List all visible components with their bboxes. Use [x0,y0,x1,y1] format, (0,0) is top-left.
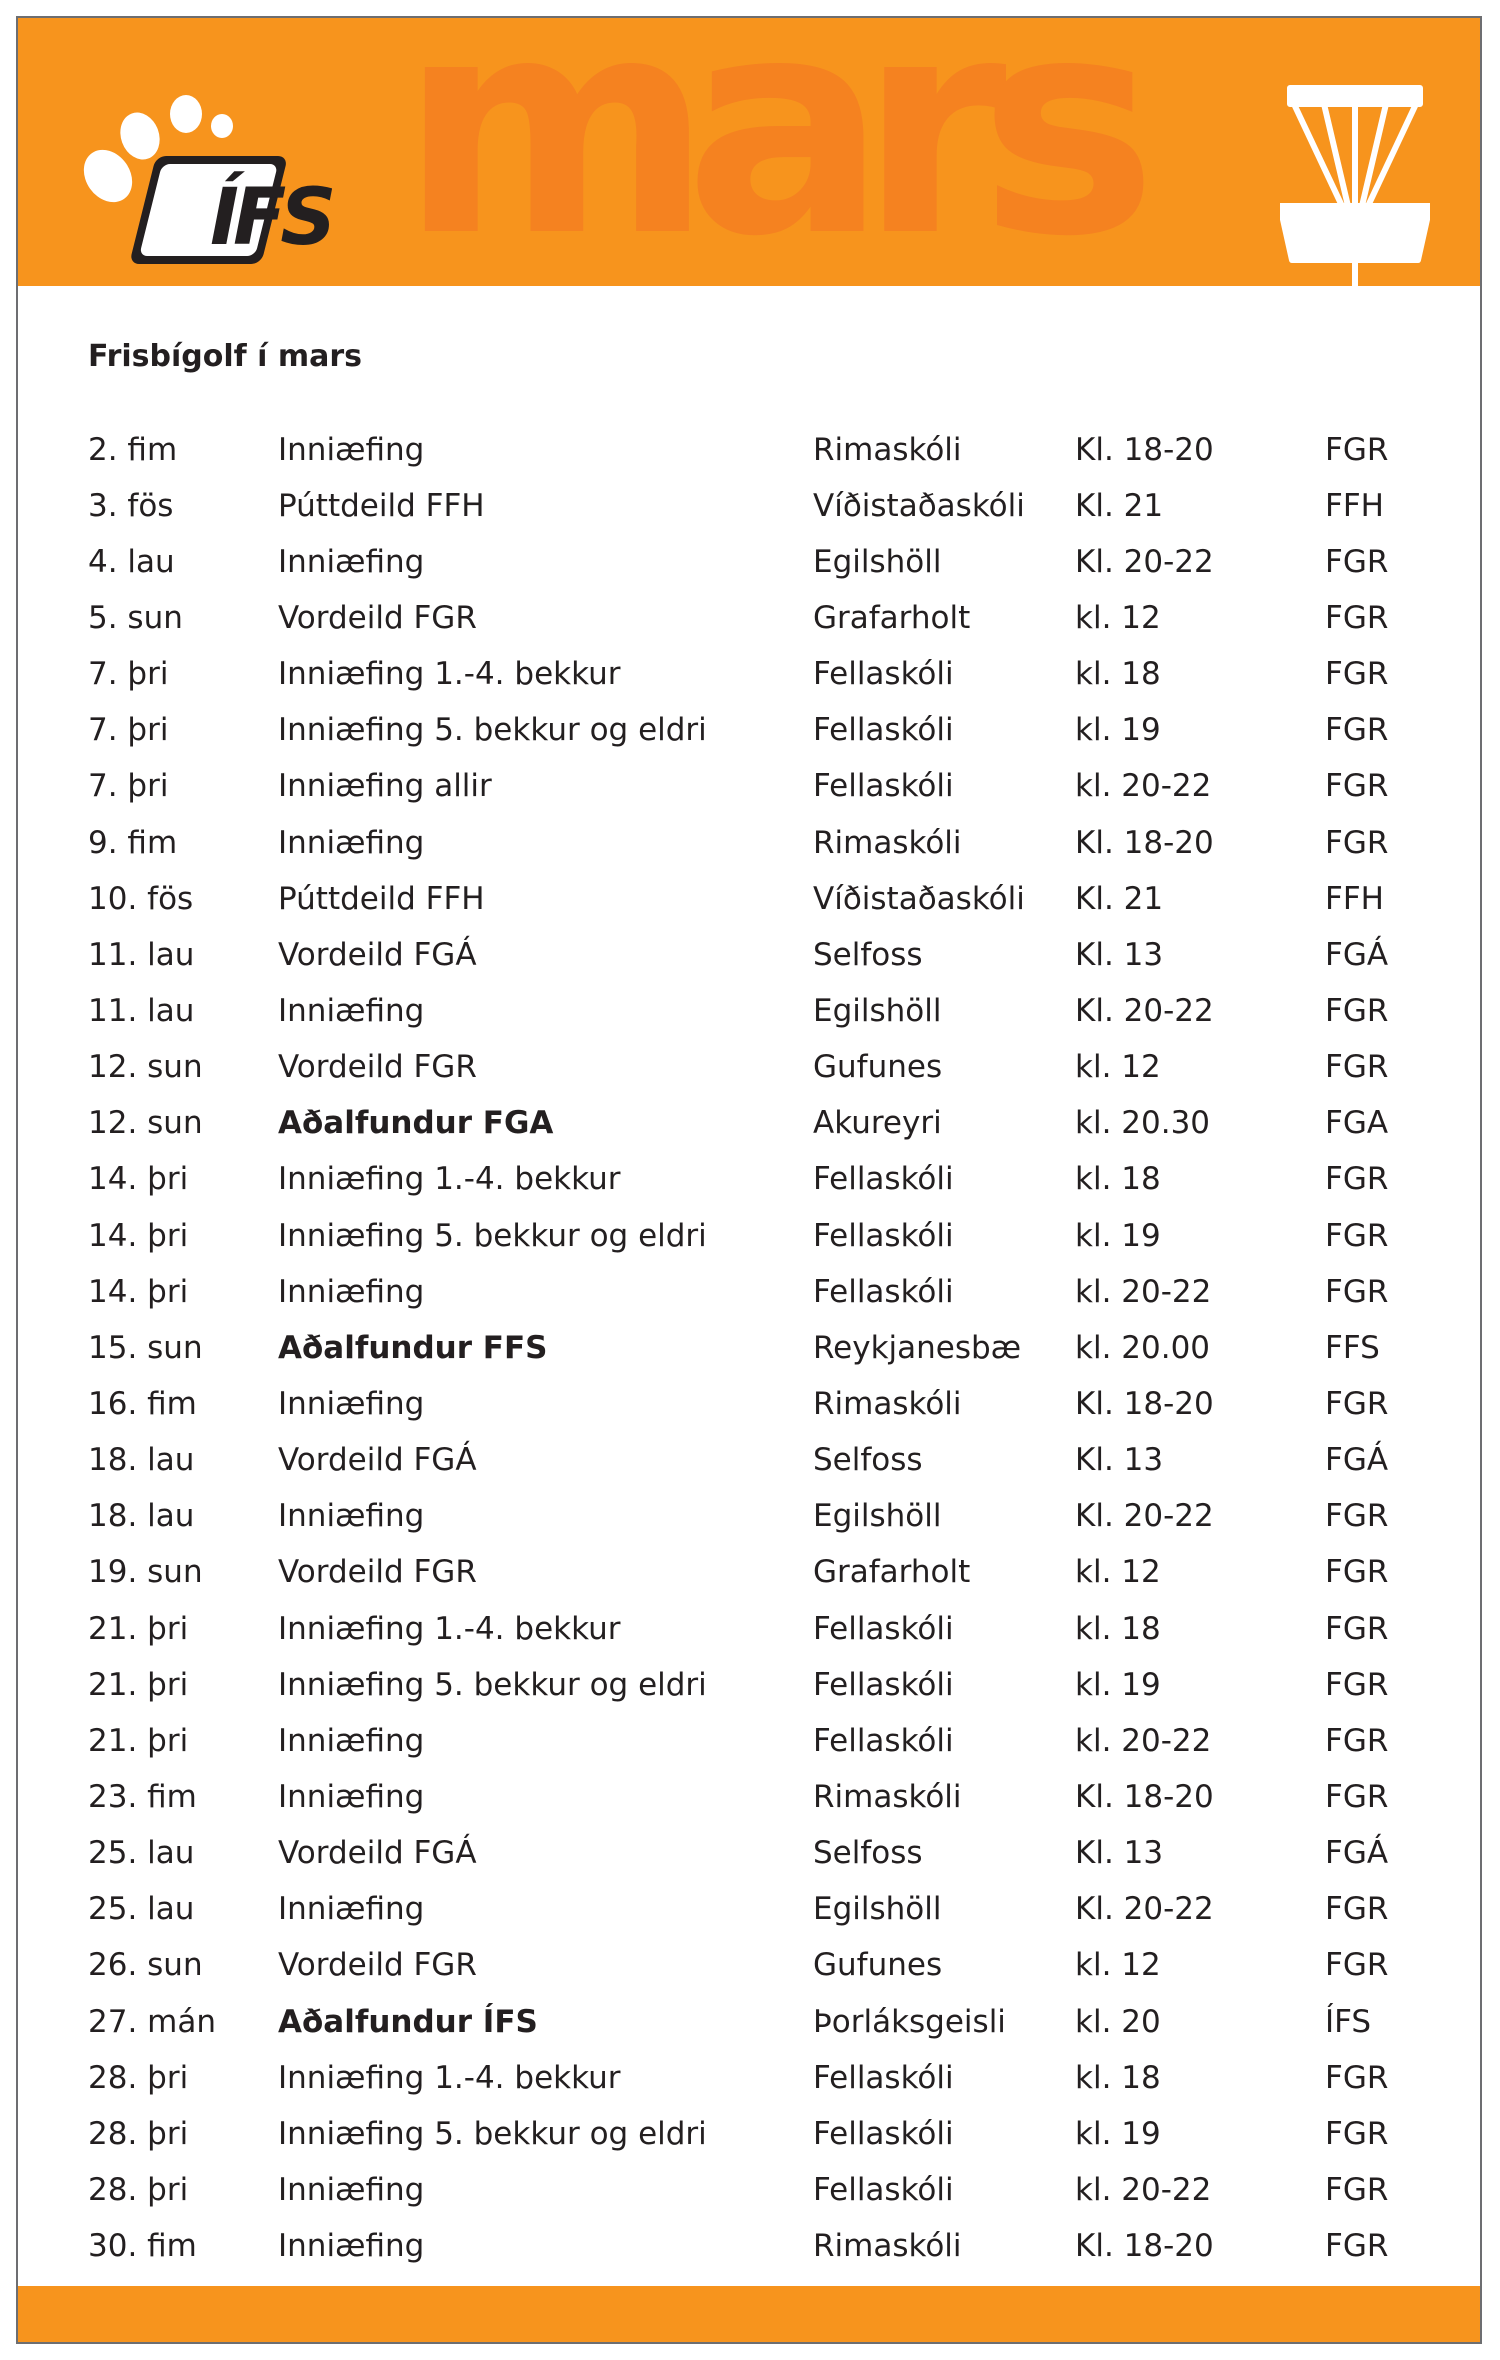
event-date: 7. þri [88,768,169,805]
event-location: Fellaskóli [813,1161,954,1198]
table-row [88,927,1428,983]
table-row [88,1713,1428,1769]
event-name: Inniæfing [278,2228,425,2265]
event-club: FGR [1325,768,1389,805]
event-date: 4. lau [88,543,175,580]
event-name: Inniæfing 5. bekkur og eldri [278,2115,707,2152]
event-location: Selfoss [813,1835,923,1872]
event-date: 26. sun [88,1947,203,1984]
event-time: kl. 12 [1075,1554,1161,1591]
event-name: Inniæfing 5. bekkur og eldri [278,1666,707,1703]
event-club: FGR [1325,1217,1389,1254]
event-club: FGR [1325,2059,1389,2096]
event-name: Inniæfing 5. bekkur og eldri [278,712,707,749]
event-time: kl. 19 [1075,2115,1161,2152]
event-club: FGR [1325,1385,1389,1422]
table-row [88,1601,1428,1657]
table-row [88,2162,1428,2218]
event-date: 10. fös [88,880,194,917]
table-row [88,1208,1428,1264]
event-date: 21. þri [88,1722,189,1759]
table-row [88,1882,1428,1938]
disc-golf-basket-icon [1280,74,1430,286]
event-location: Fellaskóli [813,712,954,749]
event-time: Kl. 13 [1075,1442,1164,1479]
event-name: Púttdeild FFH [278,487,485,524]
event-name: Aðalfundur FFS [278,1329,548,1366]
event-club: FGR [1325,1891,1389,1928]
event-name: Inniæfing [278,2171,425,2208]
event-club: FGR [1325,1722,1389,1759]
event-date: 12. sun [88,1105,203,1142]
table-row [88,1826,1428,1882]
event-name: Inniæfing allir [278,768,492,805]
event-schedule-table [88,422,1428,2275]
event-name: Inniæfing [278,1891,425,1928]
event-date: 5. sun [88,599,183,636]
event-location: Grafarholt [813,599,971,636]
event-time: kl. 20-22 [1075,1722,1212,1759]
table-row [88,1994,1428,2050]
event-location: Egilshöll [813,543,942,580]
table-row [88,590,1428,646]
event-time: kl. 19 [1075,1217,1161,1254]
event-date: 9. fim [88,824,178,861]
event-date: 28. þri [88,2059,189,2096]
event-time: Kl. 18-20 [1075,824,1214,861]
event-time: Kl. 21 [1075,880,1164,917]
event-club: FGA [1325,1105,1389,1142]
event-name: Inniæfing [278,1778,425,1815]
event-club: FGR [1325,431,1389,468]
event-location: Rimaskóli [813,431,962,468]
section-title: Frisbígolf í mars [88,339,363,374]
event-date: 3. fös [88,487,174,524]
table-row [88,1433,1428,1489]
table-row [88,1040,1428,1096]
event-time: Kl. 18-20 [1075,431,1214,468]
table-row [88,2050,1428,2106]
event-location: Fellaskóli [813,1217,954,1254]
event-time: Kl. 13 [1075,936,1164,973]
event-club: FFS [1325,1329,1380,1366]
table-row [88,478,1428,534]
event-name: Inniæfing [278,1273,425,1310]
ifs-logo-text: ÍFS [210,173,331,263]
footer-bar [18,2286,1480,2342]
event-date: 27. mán [88,2003,216,2040]
event-name: Vordeild FGR [278,599,477,636]
event-club: FGR [1325,599,1389,636]
event-date: 18. lau [88,1498,195,1535]
event-location: Rimaskóli [813,1778,962,1815]
event-club: FGR [1325,712,1389,749]
event-name: Inniæfing 1.-4. bekkur [278,656,621,693]
event-location: Fellaskóli [813,1666,954,1703]
event-name: Vordeild FGR [278,1554,477,1591]
event-name: Aðalfundur ÍFS [278,2003,538,2040]
event-date: 21. þri [88,1666,189,1703]
event-club: FGR [1325,2171,1389,2208]
event-name: Inniæfing 1.-4. bekkur [278,1610,621,1647]
event-name: Vordeild FGÁ [278,1442,477,1479]
event-date: 30. fim [88,2228,197,2265]
event-name: Inniæfing [278,543,425,580]
event-name: Vordeild FGÁ [278,1835,477,1872]
event-location: Akureyri [813,1105,942,1142]
event-name: Inniæfing [278,1498,425,1535]
event-name: Vordeild FGR [278,1947,477,1984]
month-watermark: mars [400,18,1130,286]
event-location: Gufunes [813,1049,943,1086]
event-location: Víðistaðaskóli [813,487,1025,524]
event-time: kl. 19 [1075,712,1161,749]
event-date: 2. fim [88,431,178,468]
table-row [88,534,1428,590]
event-date: 21. þri [88,1610,189,1647]
event-time: kl. 12 [1075,1049,1161,1086]
event-date: 11. lau [88,992,195,1029]
event-location: Egilshöll [813,1891,942,1928]
header-banner [18,18,1480,286]
event-name: Inniæfing 1.-4. bekkur [278,2059,621,2096]
event-name: Inniæfing [278,431,425,468]
event-date: 18. lau [88,1442,195,1479]
event-location: Fellaskóli [813,1273,954,1310]
event-club: FGR [1325,1498,1389,1535]
table-row [88,871,1428,927]
table-row [88,422,1428,478]
event-time: Kl. 20-22 [1075,1498,1214,1535]
event-location: Fellaskóli [813,2059,954,2096]
table-row [88,983,1428,1039]
event-club: FGR [1325,1610,1389,1647]
event-date: 28. þri [88,2115,189,2152]
event-date: 7. þri [88,712,169,749]
event-location: Selfoss [813,1442,923,1479]
event-time: kl. 12 [1075,599,1161,636]
table-row [88,1545,1428,1601]
event-time: kl. 20-22 [1075,768,1212,805]
event-date: 28. þri [88,2171,189,2208]
event-location: Gufunes [813,1947,943,1984]
event-time: kl. 18 [1075,2059,1161,2096]
table-row [88,647,1428,703]
event-date: 19. sun [88,1554,203,1591]
event-club: FGR [1325,1273,1389,1310]
event-club: ÍFS [1325,2003,1372,2040]
event-date: 25. lau [88,1835,195,1872]
event-time: Kl. 21 [1075,487,1164,524]
event-club: FGR [1325,1778,1389,1815]
table-row [88,1376,1428,1432]
event-location: Egilshöll [813,1498,942,1535]
event-time: kl. 18 [1075,656,1161,693]
event-date: 15. sun [88,1329,203,1366]
event-name: Vordeild FGR [278,1049,477,1086]
event-name: Inniæfing [278,1722,425,1759]
event-location: Rimaskóli [813,2228,962,2265]
event-time: Kl. 20-22 [1075,543,1214,580]
event-time: kl. 19 [1075,1666,1161,1703]
event-date: 25. lau [88,1891,195,1928]
table-row [88,1657,1428,1713]
event-location: Rimaskóli [813,1385,962,1422]
event-time: kl. 18 [1075,1161,1161,1198]
event-date: 11. lau [88,936,195,973]
table-row [88,759,1428,815]
ifs-logo [62,60,332,280]
table-row [88,1938,1428,1994]
event-location: Reykjanesbæ [813,1329,1022,1366]
event-time: kl. 20.30 [1075,1105,1211,1142]
event-name: Inniæfing [278,824,425,861]
table-row [88,1489,1428,1545]
event-club: FFH [1325,880,1384,917]
table-row [88,1264,1428,1320]
event-club: FFH [1325,487,1384,524]
event-location: Fellaskóli [813,1610,954,1647]
event-club: FGR [1325,2228,1389,2265]
event-location: Fellaskóli [813,656,954,693]
event-name: Inniæfing [278,1385,425,1422]
event-time: kl. 12 [1075,1947,1161,1984]
event-time: Kl. 13 [1075,1835,1164,1872]
event-club: FGÁ [1325,1442,1389,1479]
event-time: Kl. 18-20 [1075,1385,1214,1422]
event-date: 14. þri [88,1273,189,1310]
event-time: Kl. 18-20 [1075,1778,1214,1815]
event-club: FGR [1325,656,1389,693]
event-name: Púttdeild FFH [278,880,485,917]
event-name: Inniæfing 5. bekkur og eldri [278,1217,707,1254]
event-club: FGR [1325,1161,1389,1198]
event-location: Fellaskóli [813,2115,954,2152]
table-row [88,2219,1428,2275]
event-time: kl. 20-22 [1075,2171,1212,2208]
event-club: FGR [1325,824,1389,861]
event-location: Fellaskóli [813,768,954,805]
event-date: 7. þri [88,656,169,693]
event-name: Inniæfing [278,992,425,1029]
event-club: FGR [1325,1554,1389,1591]
table-row [88,1320,1428,1376]
event-location: Egilshöll [813,992,942,1029]
event-location: Víðistaðaskóli [813,880,1025,917]
event-time: kl. 18 [1075,1610,1161,1647]
event-time: kl. 20 [1075,2003,1161,2040]
table-row [88,703,1428,759]
table-row [88,2106,1428,2162]
event-club: FGÁ [1325,936,1389,973]
table-row [88,1152,1428,1208]
event-time: Kl. 20-22 [1075,1891,1214,1928]
event-location: Rimaskóli [813,824,962,861]
table-row [88,1769,1428,1825]
event-time: Kl. 20-22 [1075,992,1214,1029]
event-club: FGR [1325,992,1389,1029]
event-date: 14. þri [88,1161,189,1198]
event-time: kl. 20-22 [1075,1273,1212,1310]
event-location: Þorláksgeisli [813,2003,1006,2040]
event-name: Inniæfing 1.-4. bekkur [278,1161,621,1198]
event-name: Aðalfundur FGA [278,1105,554,1142]
event-time: Kl. 18-20 [1075,2228,1214,2265]
event-club: FGÁ [1325,1835,1389,1872]
event-location: Selfoss [813,936,923,973]
event-location: Grafarholt [813,1554,971,1591]
event-location: Fellaskóli [813,2171,954,2208]
event-date: 12. sun [88,1049,203,1086]
poster-frame [16,16,1482,2344]
event-club: FGR [1325,2115,1389,2152]
event-club: FGR [1325,1049,1389,1086]
event-name: Vordeild FGÁ [278,936,477,973]
event-location: Fellaskóli [813,1722,954,1759]
table-row [88,1096,1428,1152]
event-date: 14. þri [88,1217,189,1254]
event-club: FGR [1325,543,1389,580]
event-club: FGR [1325,1666,1389,1703]
event-date: 16. fim [88,1385,197,1422]
event-club: FGR [1325,1947,1389,1984]
table-row [88,815,1428,871]
event-date: 23. fim [88,1778,197,1815]
event-time: kl. 20.00 [1075,1329,1211,1366]
